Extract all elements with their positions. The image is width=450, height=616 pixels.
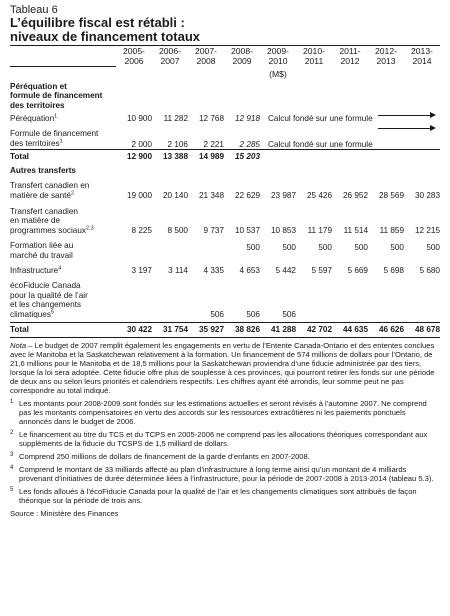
formula-note: Calcul fondé sur une formule: [260, 124, 440, 150]
cell-value: 26 952: [342, 190, 368, 200]
cell-value: 23 987: [270, 190, 296, 200]
footnote: 1 Les montants pour 2008-2009 sont fondés sur les estimations actuelles et seront révisés à l’automne 2007. Ne comprend pas les montants compensatoires en vertu des accords sur les ressources extracôtières ni les paiements ponctuels annoncés dans le budget de 2006.: [10, 399, 427, 427]
cell-value: 8 225: [131, 225, 152, 235]
cell-value: [296, 275, 332, 323]
table-title-line2: niveaux de financement totaux: [10, 29, 200, 44]
section-perequation-title: Péréquation et formule de financement des territoires: [10, 81, 103, 110]
footnote: 3 Comprend 250 millions de dollars de financement de la garde d’enfants en 2007-2008.: [10, 452, 310, 462]
cell-value: 11 282: [163, 114, 188, 124]
cell-value: 35 927: [188, 323, 224, 338]
cell-value: 8 500: [167, 225, 188, 235]
unit-row: [10, 66, 440, 82]
cell-value: 15 203: [224, 150, 260, 162]
unit-label: (M$): [269, 69, 287, 79]
formula-note: Calcul fondé sur une formule: [260, 110, 440, 124]
total-row: [10, 323, 440, 338]
year-header: 2013- 2014: [411, 46, 433, 66]
cell-value: 500: [426, 243, 440, 253]
cell-value: 12 918: [234, 114, 260, 124]
cell-value: 20 140: [162, 190, 188, 200]
cell-value: 42 702: [296, 323, 332, 338]
cell-value: 10 853: [270, 225, 296, 235]
cell-value: 28 569: [378, 190, 404, 200]
cell-value: 12 768: [198, 114, 224, 124]
cell-value: 2 106: [167, 139, 188, 149]
cell-value: [152, 275, 188, 323]
cell-value: 3 197: [131, 265, 152, 275]
year-header: 2010- 2011: [303, 46, 325, 66]
row-label: écoFiducie Canada pour la qualité de l’air et les changements climatiques$^5$: [10, 281, 88, 319]
cell-value: 506: [282, 309, 296, 319]
table-row: [10, 201, 440, 236]
table-row: [10, 124, 440, 150]
cell-value: 19 000: [126, 190, 152, 200]
cell-value: 44 635: [332, 323, 368, 338]
table-row: [10, 235, 440, 260]
table-label: Tableau 6: [10, 4, 58, 16]
cell-value: 38 826: [224, 323, 260, 338]
table-row: [10, 110, 440, 124]
cell-value: 30 422: [116, 323, 152, 338]
cell-value: 5 669: [347, 265, 368, 275]
cell-value: 500: [354, 243, 368, 253]
cell-value: [404, 275, 440, 323]
year-header: 2005- 2006: [123, 46, 145, 66]
source-note: Source : Ministère des Finances: [10, 509, 119, 519]
nota-label: Nota: [10, 341, 27, 351]
cell-value: 500: [390, 243, 404, 253]
table-title-line1: L’équilibre fiscal est rétabli :: [10, 15, 185, 30]
cell-value: 12 900: [116, 150, 152, 162]
nota-text: – Le budget de 2007 remplit également les engagements en vertu de l’Entente Canada-Ontario et des ententes conclues avec le Manitoba et la Saskatchewan relativement à la formation. Un financement de 574 millions de dollars pour l’Ontario, de 21,6 millions pour le Manitoba et de 18,5 millions pour la Saskatchewan proviendra d’une fiducie administrée par des tiers, lorsque la loi sera adoptée. Cette fiducie offre plus de souplesse à ces provinces, qui pourront retirer les fonds sur une période de deux ans ou selon leurs priorités et calendriers respectifs. Les chiffres ayant été arrondis, leur somme peut ne pas correspondre au total indiqué.: [10, 341, 435, 396]
cell-value: [368, 275, 404, 323]
cell-value: 500: [318, 243, 332, 253]
table-row: [10, 175, 440, 200]
cell-value: 5 442: [275, 265, 296, 275]
cell-value: 10 900: [126, 114, 152, 124]
cell-value: 12 215: [414, 225, 440, 235]
arrow-line: [378, 128, 430, 129]
cell-value: 11 859: [379, 225, 404, 235]
cell-value: 14 989: [188, 150, 224, 162]
cell-value: 22 629: [234, 190, 260, 200]
cell-value: 41 288: [260, 323, 296, 338]
cell-value: [152, 235, 188, 260]
cell-value: 9 737: [203, 225, 224, 235]
cell-value: [116, 235, 152, 260]
cell-value: 2 221: [203, 139, 224, 149]
table-notes: [10, 341, 440, 505]
cell-value: [116, 275, 152, 323]
cell-value: 2 000: [131, 139, 152, 149]
cell-value: 21 348: [198, 190, 224, 200]
cell-value: 11 179: [307, 225, 332, 235]
cell-value: 500: [246, 243, 260, 253]
row-label: Infrastructure$^4$: [10, 264, 62, 275]
footnote: 5 Les fonds alloués à l’écoFiducie Canada pour la qualité de l’air et les changements climatiques sont attribués de façon théorique sur la période de trois ans.: [10, 487, 417, 506]
cell-value: 5 698: [383, 265, 404, 275]
year-header: 2011- 2012: [339, 46, 361, 66]
table-row: [10, 261, 440, 276]
cell-value: 500: [282, 243, 296, 253]
cell-value: 2 285: [239, 139, 260, 149]
year-header-row: [10, 46, 440, 66]
year-header: 2008- 2009: [231, 46, 253, 66]
year-header: 2012- 2013: [375, 46, 397, 66]
row-label: Total: [10, 150, 116, 162]
cell-value: 31 754: [152, 323, 188, 338]
footnote: 2 Le financement au titre du TCS et du TCPS en 2005-2006 ne comprend pas les allocations théoriques correspondant aux suppléments de la fiducie du TCSPS de 1,5 milliard de dollars.: [10, 430, 428, 449]
arrow-line: [378, 115, 430, 116]
cell-value: 46 626: [368, 323, 404, 338]
nota-paragraph: [10, 341, 440, 395]
row-label: Transfert canadien en matière de santé$^2$: [10, 181, 90, 200]
year-header: 2007- 2008: [195, 46, 217, 66]
cell-value: 10 537: [234, 225, 260, 235]
cell-value: 5 680: [419, 265, 440, 275]
cell-value: 506: [210, 309, 224, 319]
cell-value: 4 653: [239, 265, 260, 275]
cell-value: 11 514: [343, 225, 368, 235]
cell-value: 13 388: [152, 150, 188, 162]
cell-value: 506: [246, 309, 260, 319]
footnote: 4 Comprend le montant de 33 milliards affecté au plan d’infrastructure à long terme ainsi qu’un montant de 4 milliards provenant d’initiatives de durée déterminée liées à l’infrastructure, pour la période de 2007-2008 à 2013-2014 (tableau 5.3).: [10, 465, 434, 484]
cell-value: [332, 275, 368, 323]
year-header: 2006- 2007: [159, 46, 181, 66]
table-row: [10, 275, 440, 323]
row-label: Formule de financement des territoires$^1$: [10, 128, 99, 148]
arrow-right-icon: [430, 112, 436, 118]
cell-value: 30 283: [414, 190, 440, 200]
cell-value: 3 114: [168, 265, 188, 275]
row-label: Transfert canadien en matière de programmes sociaux$^{2,3}$: [10, 206, 94, 235]
row-label: Total: [10, 323, 116, 338]
year-header: 2009- 2010: [267, 46, 289, 66]
cell-value: 5 597: [311, 265, 332, 275]
cell-value: 25 426: [306, 190, 332, 200]
section-header-row: [10, 162, 440, 176]
row-label: Péréquation$^1$: [10, 113, 58, 124]
total-row: [10, 150, 440, 162]
section-header-row: [10, 82, 440, 111]
section-autres-title: Autres transferts: [10, 165, 76, 175]
cell-value: 48 678: [404, 323, 440, 338]
cell-value: [188, 235, 224, 260]
arrow-right-icon: [430, 125, 436, 131]
financing-table: [10, 46, 440, 338]
row-label: Formation liée au marché du travail: [10, 241, 74, 260]
cell-value: 4 335: [203, 265, 224, 275]
